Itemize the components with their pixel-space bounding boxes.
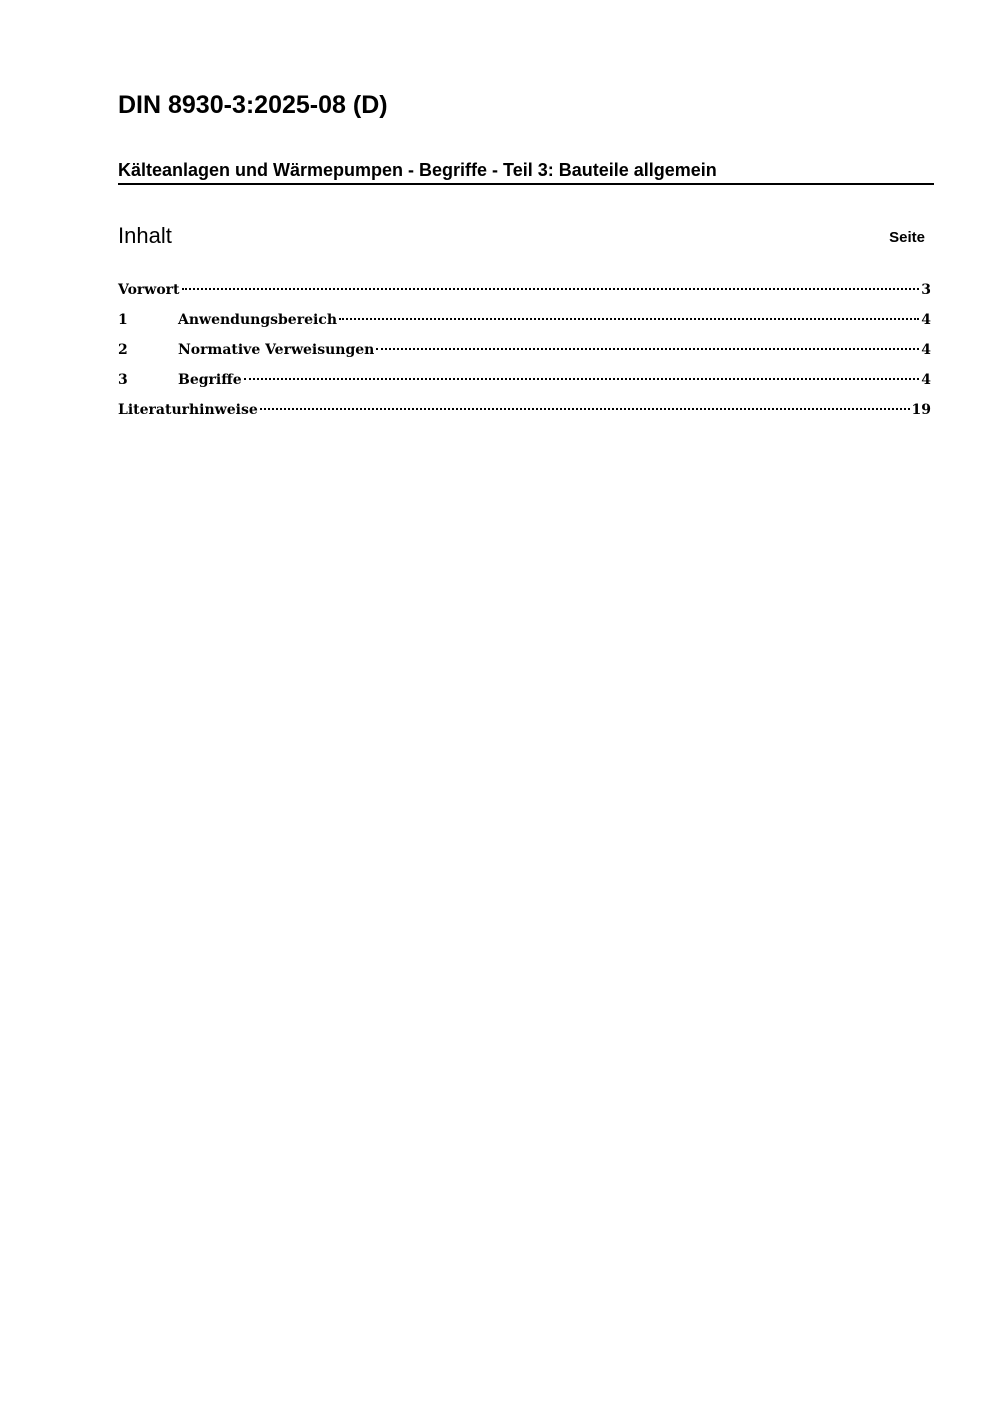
toc-entry-anwendungsbereich[interactable] <box>118 308 931 338</box>
table-of-contents <box>118 278 931 428</box>
toc-leader-dots <box>182 288 920 290</box>
toc-entry-page: 3 <box>921 282 931 298</box>
toc-entry-title: Begriffe <box>178 372 242 388</box>
toc-leader-dots <box>339 318 919 320</box>
toc-heading: Inhalt <box>118 223 172 248</box>
toc-entry-page: 4 <box>921 342 931 358</box>
toc-entry-page: 4 <box>921 312 931 328</box>
toc-leader-dots <box>244 378 920 380</box>
toc-entry-normative-verweisungen[interactable] <box>118 338 931 368</box>
toc-entry-number: 1 <box>118 312 128 328</box>
toc-entry-title: Literaturhinweise <box>118 402 258 418</box>
document-id: DIN 8930-3:2025-08 (D) <box>118 91 388 119</box>
toc-entry-number: 3 <box>118 372 128 388</box>
toc-entry-begriffe[interactable] <box>118 368 931 398</box>
toc-leader-dots <box>376 348 919 350</box>
toc-entry-literaturhinweise[interactable] <box>118 398 931 428</box>
toc-leader-dots <box>260 408 910 410</box>
toc-entry-title: Normative Verweisungen <box>178 342 375 358</box>
toc-page-column-label: Seite <box>889 229 925 246</box>
toc-entry-title: Vorwort <box>118 282 180 298</box>
toc-entry-number: 2 <box>118 342 128 358</box>
toc-entry-vorwort[interactable] <box>118 278 931 308</box>
toc-entry-title: Anwendungsbereich <box>178 312 337 328</box>
document-subtitle: Kälteanlagen und Wärmepumpen - Begriffe - Teil 3: Bauteile allgemein <box>118 157 934 185</box>
toc-entry-page: 4 <box>921 372 931 388</box>
toc-entry-page: 19 <box>911 402 931 418</box>
